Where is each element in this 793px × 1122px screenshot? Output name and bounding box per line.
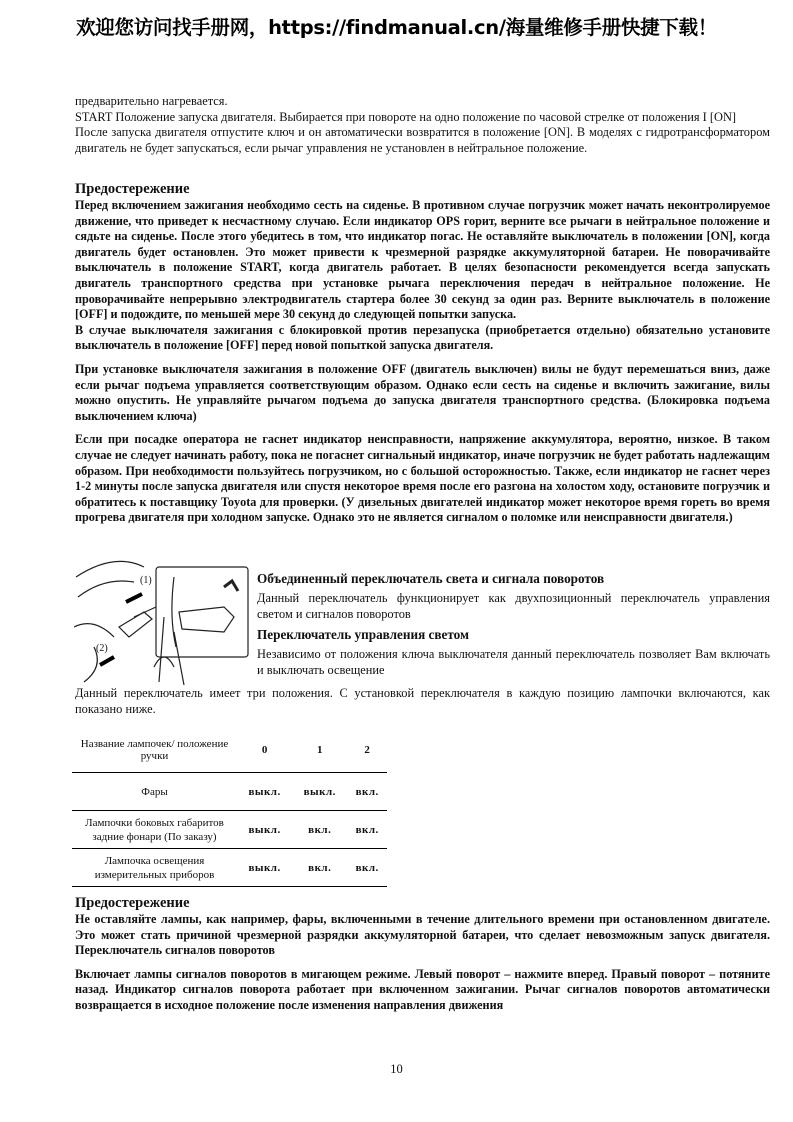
intro-start: START Положение запуска двигателя. Выбирается при повороте на одно положение по часовой стрелке от положения I [ON] <box>75 109 737 124</box>
light-positions-table <box>72 728 387 887</box>
warning-section-2 <box>75 895 770 1014</box>
table-row <box>72 849 387 887</box>
combined-switch-heading: Объединенный переключатель света и сигнала поворотов <box>257 571 605 586</box>
table-row <box>72 773 387 811</box>
warning-heading: Предостережение <box>75 181 190 197</box>
table-header: 2 <box>347 728 387 773</box>
table-cell: выкл. <box>237 849 292 887</box>
light-switch-text: Независимо от положения ключа выключателя данный переключатель позволяет Вам включать и выключать освещение <box>257 647 770 677</box>
warning-paragraph: При установке выключателя зажигания в положение OFF (двигатель выключен) вилы не будут перемешаться вниз, даже если рычаг подъема управляется соответствующим образом. Однако если сесть на сиденье и включить зажигание, вилы можно опустить. Не управляйте рычагом подъема до запуска двигателя транспортного средства. (Блокировка подъема выключением ключа) <box>75 361 770 423</box>
table-cell: вкл. <box>292 811 347 849</box>
table-cell: вкл. <box>292 849 347 887</box>
intro-text <box>75 94 770 156</box>
switch-illustration <box>74 557 250 685</box>
table-cell: выкл. <box>292 773 347 811</box>
combined-switch-text: Данный переключатель функционирует как двухпозиционный переключатель управления светом и сигналов поворотов <box>257 591 770 621</box>
warning-paragraph: В случае выключателя зажигания с блокировкой против перезапуска (приобретается отдельно) обязательно установите выключатель в положение [OFF] перед новой попыткой запуска двигателя. <box>75 322 770 353</box>
table-cell: Лампочка освещения измерительных приборов <box>72 849 237 887</box>
table-header: 0 <box>237 728 292 773</box>
table-header: 1 <box>292 728 347 773</box>
warning-paragraph: Не оставляйте лампы, как например, фары, включенными в течение длительного времени при остановленном двигателе. Это может стать причиной чрезмерной разрядки аккумуляторной батареи, что сделает невозможным запуск двигателя. Переключатель сигналов поворотов <box>75 912 770 958</box>
site-banner: 欢迎您访问找手册网，https://findmanual.cn/海量维修手册快捷下载！ <box>76 16 717 39</box>
warning-paragraph: Включает лампы сигналов поворотов в мигающем режиме. Левый поворот – нажмите вперед. Правый поворот – потяните назад. Индикатор сигналов поворота работает при включенном зажигании. Рычаг сигналов поворотов автоматически возвращается в исходное положение после изменения направления движения <box>75 966 770 1012</box>
figure-label-2: (2) <box>96 643 108 654</box>
table-cell: выкл. <box>237 773 292 811</box>
warning-paragraph: Если при посадке оператора не гаснет индикатор неисправности, напряжение аккумулятора, вероятно, низкое. В таком случае не следует начинать работу, пока не погаснет сигнальный индикатор, иначе погрузчик не будет работать надлежащим образом. При необходимости пользуйтесь погрузчиком, но с большой осторожностью. Также, если индикатор не гаснет через 1-2 минуты после запуска двигателя или спустя некоторое время после его разгона на холостом ходу, остановите погрузчик и обратитесь к поставщику Toyota для проверки. (У дизельных двигателей индикатор может некоторое время гореть во время прогрева двигателя при холодном запуске. Однако это не является сигналом о поломке или неисправности двигателя.) <box>75 432 770 525</box>
table-row <box>72 811 387 849</box>
combined-switch-section <box>257 571 770 678</box>
table-cell: вкл. <box>347 849 387 887</box>
figure-label-1: (1) <box>140 575 152 586</box>
light-switch-heading: Переключатель управления светом <box>257 627 469 643</box>
table-cell: Фары <box>72 773 237 811</box>
table-cell: вкл. <box>347 811 387 849</box>
intro-after-start: После запуска двигателя отпустите ключ и он автоматически возвратится в положение [ON]. В моделях с гидротрансформатором двигатель не будет запускаться, если рычаг управления не установлен в нейтральное положение. <box>75 125 770 155</box>
warning-paragraph: Перед включением зажигания необходимо сесть на сиденье. В противном случае погрузчик может начать неконтролируемое движение, что приведет к несчастному случаю. Если индикатор OPS горит, верните все рычаги в нейтральное положение и сядьте на сиденье. После этого убедитесь в том, что индикатор погас. Не оставляйте выключатель в положении [ON], когда двигатель будет остановлен. Это может привести к чрезмерной разрядке аккумуляторной батареи. Не поворачивайте выключатель в положение START, когда двигатель работает. В целях безопасности рекомендуется всегда запускать двигатель транспортного средства при установке рычага переключения передач в нейтральное положение. Не проворачивайте непрерывно электродвигатель стартера более 30 секунд за один раз. Верните выключатель в положение [OFF] и подождите, по меньшей мере 30 секунд до следующей попытки запуска. <box>75 198 770 322</box>
warning-heading: Предостережение <box>75 895 190 911</box>
warning-section-1 <box>75 181 770 526</box>
table-cell: Лампочки боковых габаритов задние фонари (По заказу) <box>72 811 237 849</box>
table-header: Название лампочек/ положение ручки <box>72 728 237 773</box>
table-cell: выкл. <box>237 811 292 849</box>
table-cell: вкл. <box>347 773 387 811</box>
intro-line: предварительно нагревается. <box>75 94 228 108</box>
light-positions-text: Данный переключатель имеет три положения. С установкой переключателя в каждую позицию лампочки включаются, как показано ниже. <box>75 686 770 716</box>
page-number: 10 <box>390 1062 403 1076</box>
